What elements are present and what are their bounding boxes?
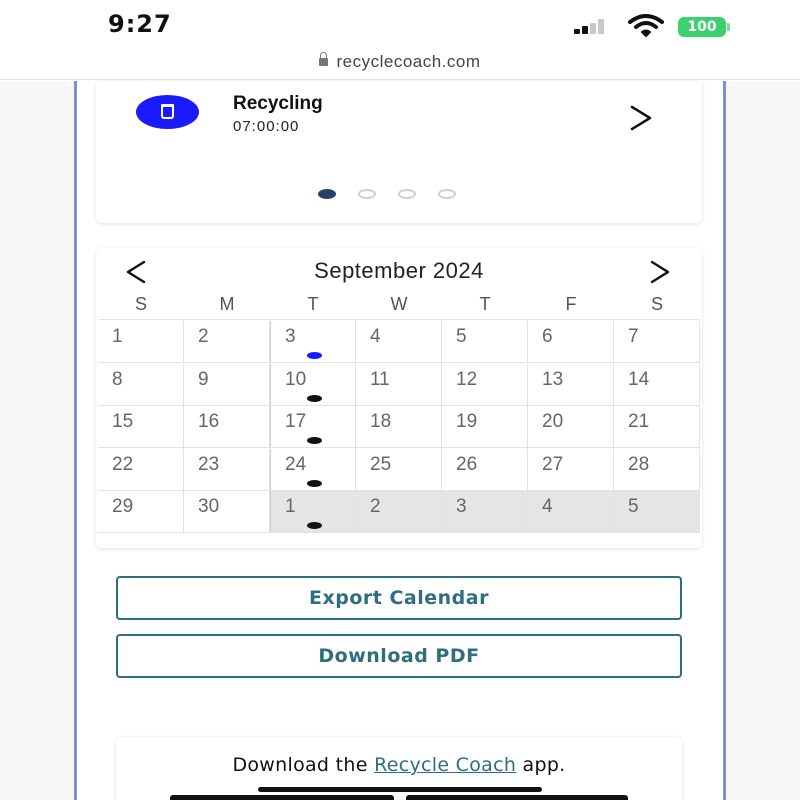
collection-marker (307, 395, 322, 402)
calendar-day[interactable] (442, 406, 528, 448)
calendar-day[interactable] (270, 364, 356, 406)
day-number: 10 (285, 368, 307, 390)
day-number: 2 (198, 326, 209, 347)
day-number: 13 (542, 368, 564, 390)
calendar-day[interactable] (184, 449, 270, 491)
carousel-dot[interactable] (398, 189, 416, 199)
url-text: recyclecoach.com (336, 52, 481, 71)
calendar-day[interactable] (356, 364, 442, 406)
calendar-day[interactable] (528, 364, 614, 406)
day-number: 9 (198, 368, 209, 390)
weekday-label: S (134, 294, 147, 314)
day-number: 5 (456, 326, 467, 347)
calendar-day[interactable] (442, 449, 528, 491)
app-promo-suffix: app. (522, 754, 566, 776)
battery-level: 100 (678, 17, 726, 37)
calendar-day[interactable] (270, 449, 356, 491)
next-collection-card (96, 81, 702, 223)
day-number: 15 (112, 411, 134, 432)
calendar-day[interactable] (98, 364, 184, 406)
day-number: 4 (370, 326, 381, 347)
calendar-day[interactable] (98, 491, 184, 533)
calendar-day[interactable] (528, 491, 614, 533)
calendar-month-title: September 2024 (314, 258, 484, 283)
export-calendar-button[interactable]: Export Calendar (116, 576, 682, 620)
calendar-day[interactable] (270, 406, 356, 448)
calendar-day[interactable] (528, 449, 614, 491)
status-bar (0, 0, 800, 52)
day-number: 14 (628, 368, 650, 390)
day-number: 16 (198, 411, 220, 432)
calendar-day[interactable] (614, 321, 700, 363)
calendar-day[interactable] (356, 406, 442, 448)
day-number: 26 (456, 453, 478, 475)
calendar-day[interactable] (614, 449, 700, 491)
calendar-grid (98, 321, 700, 534)
app-store-badge[interactable] (170, 795, 394, 800)
calendar-day[interactable] (184, 406, 270, 448)
weekday-label: S (650, 294, 663, 314)
weekday-label: T (479, 294, 491, 314)
day-number: 3 (285, 326, 296, 347)
day-number: 20 (542, 411, 564, 432)
calendar-day[interactable] (356, 491, 442, 533)
day-number: 18 (370, 411, 392, 432)
day-number: 3 (456, 496, 467, 517)
weekday-label: T (307, 294, 319, 314)
recycle-bin-icon (136, 95, 199, 129)
signal-icon (574, 18, 614, 34)
collection-marker (307, 522, 322, 529)
day-number: 5 (628, 496, 639, 517)
calendar (96, 248, 702, 548)
day-number: 1 (112, 326, 123, 347)
calendar-day[interactable] (356, 449, 442, 491)
calendar-day[interactable] (184, 321, 270, 363)
next-month-button[interactable] (644, 260, 674, 284)
calendar-day[interactable] (270, 321, 356, 363)
calendar-day[interactable] (614, 364, 700, 406)
google-play-badge[interactable] (406, 795, 628, 800)
day-number: 30 (198, 496, 220, 517)
weekday-label: F (565, 294, 577, 314)
day-number: 21 (628, 411, 650, 432)
event-time: 07:00:00 (233, 118, 300, 135)
address-bar[interactable] (0, 48, 800, 80)
calendar-day[interactable] (442, 491, 528, 533)
day-number: 19 (456, 411, 478, 432)
url-display[interactable] (319, 52, 480, 72)
calendar-day[interactable] (614, 406, 700, 448)
calendar-day[interactable] (184, 364, 270, 406)
carousel-dot[interactable] (358, 189, 376, 199)
collection-marker (307, 352, 322, 359)
collection-marker (307, 480, 322, 487)
day-number: 1 (285, 496, 296, 517)
day-number: 4 (542, 496, 553, 517)
carousel-dot[interactable] (438, 189, 456, 199)
lock-icon (319, 58, 328, 66)
day-number: 6 (542, 326, 553, 347)
calendar-day[interactable] (98, 321, 184, 363)
day-number: 11 (370, 368, 390, 390)
day-number: 7 (628, 326, 639, 347)
calendar-day[interactable] (98, 406, 184, 448)
calendar-day[interactable] (528, 406, 614, 448)
day-number: 8 (112, 368, 123, 390)
day-number: 23 (198, 453, 220, 475)
weekday-label: M (219, 294, 235, 314)
day-number: 24 (285, 453, 307, 475)
weekday-header (98, 294, 700, 320)
calendar-day[interactable] (356, 321, 442, 363)
next-event-chevron-icon[interactable] (626, 101, 658, 135)
day-number: 12 (456, 368, 478, 390)
calendar-day[interactable] (442, 364, 528, 406)
day-number: 25 (370, 453, 392, 475)
carousel-dot[interactable] (318, 189, 336, 199)
app-promo-prefix: Download the (232, 754, 368, 776)
calendar-day[interactable] (98, 449, 184, 491)
calendar-day[interactable] (442, 321, 528, 363)
calendar-day[interactable] (528, 321, 614, 363)
day-number: 27 (542, 453, 564, 475)
day-number: 22 (112, 453, 134, 475)
recycle-coach-link[interactable]: Recycle Coach (374, 754, 517, 776)
download-pdf-button[interactable]: Download PDF (116, 634, 682, 678)
clock: 9:27 (108, 10, 172, 38)
day-number: 29 (112, 496, 134, 517)
collection-marker (307, 437, 322, 444)
calendar-day[interactable] (614, 491, 700, 533)
home-indicator (258, 787, 542, 792)
day-number: 28 (628, 453, 650, 475)
wifi-icon (628, 14, 664, 38)
day-number: 2 (370, 496, 381, 517)
app-promo-text (116, 754, 682, 776)
event-title: Recycling (233, 93, 323, 114)
weekday-label: W (390, 294, 408, 314)
calendar-day[interactable] (270, 491, 356, 533)
battery-icon (678, 17, 730, 37)
day-number: 17 (285, 411, 307, 432)
calendar-day[interactable] (184, 491, 270, 533)
